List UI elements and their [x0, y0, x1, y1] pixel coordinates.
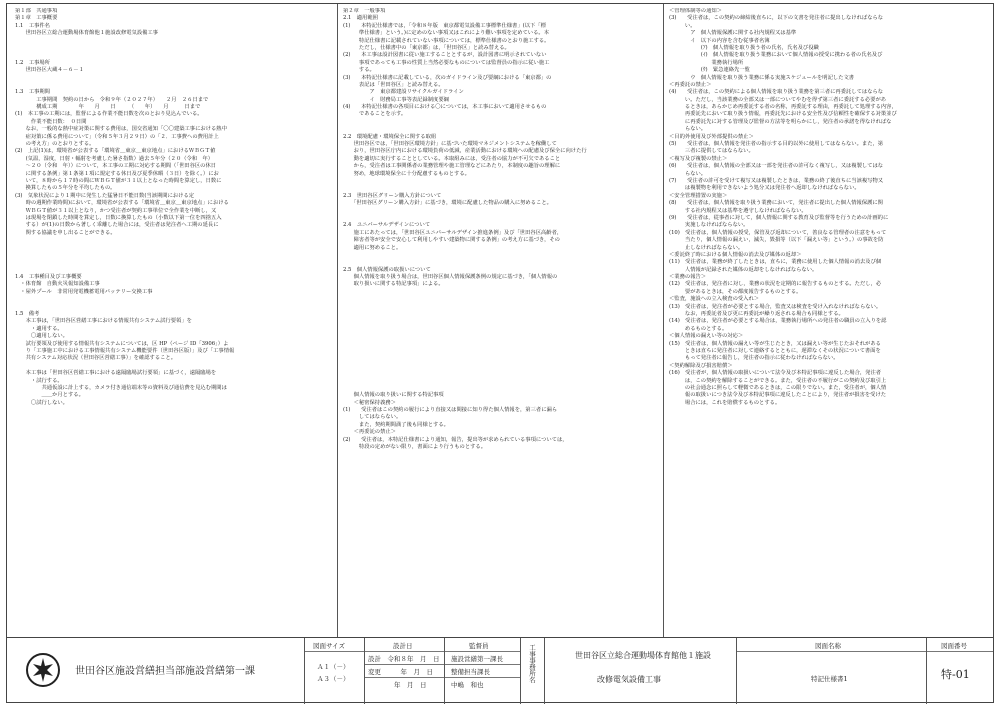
spec-column-1	[15, 8, 333, 634]
spec-line: 2.5 個人情報保護の取扱いについて	[343, 266, 431, 273]
spec-line: は複製物を利用できないよう処分又は発注者へ返却しなければならない。	[669, 185, 860, 192]
spec-line: (2) 受注者は，本特記仕様書により通知，報告，提出等が求められている事項については，	[343, 436, 568, 443]
spec-line: 換算したもの５年分を平均したもの。	[15, 185, 116, 192]
spec-line: であることを示す。	[343, 111, 407, 118]
spec-line: してはならない。	[343, 414, 402, 421]
spec-line: ＜再委託の禁止＞	[343, 429, 396, 436]
spec-line: (ｲ) 個人情報を取り扱う業務において個人情報の授受に携わる者の氏名及び	[669, 52, 883, 59]
spec-line: ウ 個人情報を取り扱う業務に係る実施スケジュールを明記した文書	[669, 74, 855, 81]
spec-line: 作業不能日数： ０日間	[15, 118, 87, 125]
spec-line: 世田谷区立総合運動場体育館他１施設改修電気設備工事	[15, 30, 159, 37]
spec-line: ＜複写及び複製の禁止＞	[669, 155, 728, 162]
spec-line: する。	[343, 67, 375, 74]
spec-line: イ 財務局工事等表記録制度要綱	[343, 96, 449, 103]
spec-line: ＜管理体制等の通知＞	[669, 8, 722, 14]
spec-line: 努め，地球環境保全に十分配慮するものとする。	[343, 170, 470, 177]
spec-line	[343, 348, 659, 355]
spec-line	[15, 267, 333, 274]
firm-label: 工事事務所名	[528, 644, 536, 683]
spec-line: 三者に提供してはならない。	[669, 148, 754, 155]
spec-line: (7) 受注者の許可を受けて複写又は複製したときは，業務の終了後直ちに当該複写物又	[669, 177, 884, 184]
spec-line: 症対策に係る費用について」（令和５年３月２９日）の「２．工事費への費用計上	[15, 133, 219, 140]
spec-line: (3) 受注者は，この契約の締結後直ちに，以下の文書を発注者に提出しなければならな	[669, 15, 884, 22]
spec-line: また，契約期間満了後も同様とする。	[343, 421, 449, 428]
spec-line: 特記仕様書に記載されていない事項については，標準仕様書のとおり施工する。	[343, 37, 550, 44]
spec-line: (15) 受注者は，個人情報の漏えい等が生じたとき，又は漏えい等が生じたおそれがある	[669, 340, 881, 347]
spec-line	[343, 126, 659, 133]
spec-line: ときは直ちに発注者に対して連絡するとともに，遅滞なくその状況について書面を	[669, 347, 881, 354]
spec-line: 構成工期 年 月 日 （ 年） 月 日まで	[15, 104, 201, 111]
spec-line: 再委託先において取り扱う情報，再委託先における安全性及び信頼性を確保する対策並び	[669, 111, 897, 118]
spec-line: 事項であっても工事の性質上当然必要なものについては監督員の指示に従い施工	[343, 59, 550, 66]
spec-line	[343, 185, 659, 192]
spec-line: イ 以下の内容を含む従事者名簿	[669, 37, 770, 44]
spec-line: (1) 本特記仕様書では，「令和８年版 東京都電気設備工事標準仕様書」(以下「標	[343, 22, 546, 29]
spec-line: ・適用する。	[15, 325, 63, 332]
spec-line: おり，世田谷区庁内における環境負荷の低減，産業活動における環境への配慮及び保全に向けた行	[343, 148, 587, 155]
spec-line: 2.1 適用範囲	[343, 15, 378, 22]
drawing-name-cell	[737, 638, 927, 704]
size-header: 図面サイズ	[313, 642, 345, 650]
spec-line: 業務執行場所	[669, 59, 744, 66]
spec-line: ＿＿か月とする。	[15, 392, 84, 399]
spec-line: 要があるときは，その都度報告するものとする。	[669, 288, 802, 295]
spec-line	[343, 341, 659, 348]
spec-line: 準仕様書」という。)に定めのない事項又はこれにより難い事項を定めている。本	[343, 30, 549, 37]
drawing-number-cell	[927, 638, 993, 704]
spec-line: 工事期間 契約の日から 令和９年（２０２７年） ２月 ２６日まで	[15, 96, 209, 103]
spec-line: なお，一般的な熱中症対策に関する費用は，国交省通知「〇〇建築工事における熱中	[15, 126, 227, 133]
spec-line: 報の取扱いにつき法令及び本特記事項に違反したことにより，発注者が損害を受けた	[669, 392, 887, 399]
spec-line: 1.1 工事件名	[15, 22, 50, 29]
supervisor-cell	[445, 638, 521, 704]
drawing-name-header: 図面名称	[815, 642, 841, 650]
spec-line: 場合には，これを賠償するものとする。	[669, 399, 781, 406]
spec-line: 試行要領及び使用する情報共有システムについては，区 HP（ページ ID「3906」）よ	[15, 340, 229, 347]
spec-line: の考え方」のとおりとする。	[15, 141, 95, 148]
spec-line: らない。	[669, 170, 707, 177]
spec-line: (5) 受注者は，個人情報を発注者の指示する目的以外に使用してはならない。また，第	[669, 141, 884, 148]
spec-line: 本工事は，「世田谷区営繕工事における情報共有システム試行要領」を	[15, 318, 192, 325]
spec-line	[15, 252, 333, 259]
spec-line: 施工にあたっては，「世田谷区ユニバーサルデザイン推進条例」及び「世田谷区高齢者，	[343, 229, 563, 236]
spec-line: ア 東京都建設リサイクルガイドライン	[343, 89, 464, 96]
spec-line	[343, 378, 659, 385]
supervise-header: 監督員	[469, 642, 489, 650]
spec-line: ～２０（令和 年））について，本工事の工期に対応する期間（「世田谷区の休日	[15, 163, 217, 170]
spec-line: (2) 本工事は設計図書に従い施工することとするが，設計図書に明示されていない	[343, 52, 547, 59]
project-name: 世田谷区立総合運動場体育館他１施設	[575, 651, 711, 660]
spec-line	[15, 245, 333, 252]
supervisor-row-3: 中嶋 和也	[451, 681, 484, 689]
spec-line	[15, 82, 333, 89]
spec-line: 個人情報の取り扱いに関する特記事項	[343, 392, 444, 399]
spec-line	[15, 304, 333, 311]
spec-line: 〇試行しない。	[15, 399, 68, 406]
spec-line	[343, 119, 659, 126]
column-divider	[337, 4, 338, 637]
supervisor-row-1: 施設営繕第一課長	[451, 655, 503, 663]
spec-line	[343, 289, 659, 296]
spec-line: (3) 気象状況により１期中に発生した猛暑日不能日数(当該期間における定	[15, 192, 195, 199]
spec-line: 個人情報を取り扱う場合は，世田谷区個人情報保護条例の規定に基づき，「個人情報の	[343, 274, 558, 281]
spec-line: する社内規程又は基準を遵守しなければならない。	[669, 207, 807, 214]
spec-line: 時の週期作業時間)において，環境省が公表する「環境省＿東京＿東京地点」における	[15, 200, 229, 207]
project-cell	[545, 638, 737, 704]
spec-line: 表記は「世田谷区」と読み替える。	[343, 81, 444, 88]
spec-line: (3) 本特記仕様書に記載している，次のガイドライン及び要綱における「東京都」の	[343, 74, 552, 81]
drawing-number: 特-01	[941, 668, 970, 681]
spec-line	[15, 237, 333, 244]
spec-line: ＜安全管理措置の実施＞	[669, 192, 728, 199]
spec-line: ＜委託終了時における個人情報の消去及び媒体の返却＞	[669, 251, 802, 258]
city-emblem-icon	[25, 652, 61, 688]
spec-line: に再委託先に対する管理及び監督の方法等を明らかにし，発注者の承諾を得なければな	[669, 118, 892, 125]
spec-line: ＜目的外使用及び外部提供の禁止＞	[669, 133, 754, 140]
spec-line: (11) 受注者は，業務が終了したときは，直ちに，業務に使用した個人情報の消去及び個	[669, 259, 882, 266]
spec-line: (9) 受注者は，従事者に対して，個人情報に関する教育及び監督等を行うための計画的に	[669, 214, 889, 221]
spec-line: (6) 受注者は，個人情報の全部又は一部を発注者の許可なく複写し，又は複製してはな	[669, 163, 884, 170]
spec-line: 第１章 工事概要	[15, 15, 58, 22]
spec-line	[343, 318, 659, 325]
spec-line: の社会通念に照らして軽微であるときは，この限りでない。また，受注者が，個人情	[669, 384, 887, 391]
size-a3: Ａ３（－）	[317, 675, 350, 683]
spec-line: 当たり，個人情報の漏えい，滅失，毀損等（以下「漏えい等」という。）の事故を防	[669, 237, 884, 244]
spec-line: 止しなければならない。	[669, 244, 744, 251]
spec-line: (2) 上記(1)は，環境省が公表する「環境省＿東京＿東京地点」におけるＷＢＧＴ値	[15, 148, 216, 155]
spec-line: い。ただし，当該業務の全部又は一部についてやむを得ず第三者に委託する必要があ	[669, 96, 887, 103]
spec-line: (12) 受注者は，発注者に対し，業務の状況を定期的に報告するものとする。ただし，必	[669, 281, 882, 288]
spec-line: 実施しなければならない。	[669, 222, 749, 229]
spec-line: 「世田谷区グリーン購入方針」に基づき，環境に配慮した物品の購入に努めること。	[343, 200, 552, 207]
spec-line	[15, 38, 333, 45]
drawing-name: 特記仕様書1	[811, 675, 848, 683]
column-divider	[663, 4, 664, 637]
spec-line: り「工事施工中における工事情報共有システム機能要件（世田谷区版）」及び「工事情報	[15, 347, 235, 354]
spec-line	[343, 363, 659, 370]
spec-line: (1) 受注者はこの契約の履行により直接又は間接に知り得た個人情報を，第三者に漏ら	[343, 407, 558, 414]
spec-line: るときは，あらかじめ再委託する者の名称，再委託する理由，再委託して処理する内容，	[669, 104, 897, 111]
spec-line: ・屋外プール 非常用発電機蓄電用バッテリー交換工事	[15, 288, 153, 295]
spec-line: 2.4 ユニバーサルデザインについて	[343, 222, 431, 229]
spec-line	[15, 296, 333, 303]
supervisor-row-2: 整備担当課長	[451, 668, 490, 676]
spec-line: (14) 受注者は，発注者が必要とする場合は，業務執行場所への発注者の職員の立入りを認	[669, 318, 887, 325]
spec-line: 共通仮設に計上する，カメラ付き通信端末等の資料及び通信費を見込む期間は	[15, 384, 227, 391]
change-row: 変更 年 月 日	[368, 668, 433, 676]
spec-line: 2.2 環境配慮・環境保全に関する取組	[343, 133, 437, 140]
spec-line: ＜監査，施設への立入検査の受入れ＞	[669, 296, 760, 303]
spec-line: ＜秘密保持義務＞	[343, 399, 396, 406]
spec-line: に関する条例」第１条第１項に規定する休日及び夏季休暇（３日）を除く。）にお	[15, 170, 219, 177]
spec-line: 取り扱いに関する特記事項」による。	[343, 281, 444, 288]
spec-line: (1) 本工事の工期には，監督による作業不能日数を次のとおり見込んでいる。	[15, 111, 203, 118]
spec-column-3	[669, 8, 989, 634]
spec-line: 1.5 備考	[15, 311, 40, 318]
spec-line: ア 個人情報保護に関する社内規程又は基準	[669, 30, 797, 37]
spec-line	[343, 333, 659, 340]
design-row: 設計 令和８年 月 日	[368, 655, 440, 663]
spec-line: (4) 受注者は，この契約による個人情報を取り扱う業務を第三者に再委託してはならな	[669, 89, 884, 96]
spec-line: (8) 受注者は，個人情報を取り扱う業務において，発注者に提出した個人情報保護に関	[669, 200, 883, 207]
spec-line	[15, 259, 333, 266]
spec-line	[343, 311, 659, 318]
spec-line	[15, 75, 333, 82]
design-header: 設計日	[393, 642, 413, 650]
size-a1: Ａ１（－）	[317, 663, 350, 671]
spec-line: ・体育館 自動火災報知設備工事	[15, 281, 100, 288]
spec-line: 特段の定めがない限り，書面により行うものとする。	[343, 444, 487, 451]
spec-line: 2.3 世田谷区グリーン購入方針について	[343, 192, 442, 199]
spec-line: なお，再委託者及び更に再委託が繰り返される場合も同様とする。	[669, 311, 844, 318]
spec-line: もって発注者に報告し，発注者の指示に従わなければならない。	[669, 355, 839, 362]
spec-line: (10) 受注者は，個人情報の授受，保管及び返却について，善良なる管理者の注意をもって	[669, 229, 887, 236]
firm-cell	[521, 638, 545, 704]
spec-line: ＜個人情報の漏えい等の対応＞	[669, 333, 744, 340]
spec-line: 世田谷区では，「世田谷区環境方針」に基づいた環境マネジメントシステムを稼働して	[343, 141, 557, 148]
spec-line: (13) 受注者は，発注者が必要とする場合，監査又は検査を受け入れなければならない。	[669, 303, 882, 310]
office-cell	[7, 638, 305, 704]
blank-row: 年 月 日	[368, 681, 427, 689]
spec-line: ＜契約解除及び損害賠償＞	[669, 362, 733, 369]
spec-line: (気温，湿度，日射・輻射を考慮した暑さ指数）過去５年分（２０（令和 年）	[15, 155, 214, 162]
spec-line: 第２章 一般事項	[343, 8, 386, 14]
spec-line: 1.3 工事期間	[15, 89, 50, 96]
size-cell	[305, 638, 365, 704]
spec-line: ＜業務の報告＞	[669, 274, 707, 281]
spec-line	[343, 296, 659, 303]
spec-line: する）が(1)の日数から著しく乖離した場合には，受注者は発注者へ工期の延長に	[15, 222, 219, 229]
spec-line: (4) 本特記仕様書の各項目における〇については，本工事において適用させるもの	[343, 104, 547, 111]
spec-line: は現場を閉鎖した時間を算定し，日数に換算したもの（小数以下第一位を四捨五入	[15, 214, 222, 221]
spec-line	[343, 304, 659, 311]
spec-line: 世田谷区大蔵４－６－１	[15, 67, 84, 74]
spec-line: 人情報が記録された媒体の返却をしなければならない。	[669, 266, 818, 273]
spec-line: 1.4 工事種目及び工事概要	[15, 274, 82, 281]
spec-line: 本工事は「世田谷区営繕工事における遠隔臨場試行要領」に基づく，遠隔臨場を	[15, 370, 217, 377]
spec-column-2	[343, 8, 659, 634]
spec-line	[343, 208, 659, 215]
spec-line: は，この契約を解除することができる。また，受注者の不履行がこの契約及び取引上	[669, 377, 887, 384]
office-name: 世田谷区施設営繕担当部施設営繕第一課	[75, 666, 255, 677]
spec-line: ＷＢＧＴ値が３１以上となり，かつ受注者が契約工事単位で全作業を中断し，又	[15, 207, 217, 214]
spec-line: 第１部 共通事項	[15, 8, 58, 14]
spec-line: 動を適切に実行することとしている。本取組みには，受注者の協力が不可欠であること	[343, 155, 561, 162]
work-name: 改修電気設備工事	[597, 675, 661, 684]
spec-line: 適用に努めること。	[343, 244, 402, 251]
spec-line: ＜再委託の禁止＞	[669, 81, 712, 88]
spec-line: い。	[669, 22, 696, 29]
spec-line: ただし，仕様書中の「東京都」は，「世田谷区」と読み替える。	[343, 44, 510, 51]
spec-line	[343, 355, 659, 362]
spec-line	[15, 45, 333, 52]
spec-line	[343, 252, 659, 259]
spec-line: (16) 受注者が，個人情報の取扱いについて法令及び本特記事項に違反した場合，発注者	[669, 370, 882, 377]
spec-line: いて，８時から１７時の間にＷＢＧＴ値が３１以上となった時間を算定し，日数に	[15, 177, 222, 184]
spec-line: から，受注者は工事関係者の業務管理や施工管理などにあたり，本制度の趣旨の理解に	[343, 163, 561, 170]
design-date-cell	[365, 638, 445, 704]
spec-line: めるものとする。	[669, 325, 728, 332]
drawing-number-header: 図面番号	[941, 642, 967, 650]
drawing-sheet	[6, 3, 994, 703]
spec-line: (ｳ) 緊急連絡先一覧	[669, 67, 750, 74]
spec-line: 1.2 工事場所	[15, 59, 50, 66]
spec-line	[343, 259, 659, 266]
spec-line	[343, 370, 659, 377]
spec-line: 共有システム対応状況（世田谷区営繕工事）」を確認すること。	[15, 355, 177, 362]
spec-line	[343, 178, 659, 185]
spec-line: 関する協議を申し出ることができる。	[15, 229, 116, 236]
title-block	[7, 637, 993, 704]
spec-line: (ｱ) 個人情報を取り扱う者の氏名，氏名及び役職	[669, 44, 819, 51]
spec-line: らない。	[669, 126, 707, 133]
spec-line	[15, 52, 333, 59]
spec-line: 障害者等が安全で安心して利用しやすい建築物に関する条例」の考え方に基づき，その	[343, 237, 560, 244]
spec-line: 〇適用しない。	[15, 333, 68, 340]
spec-line: ・試行する。	[15, 377, 63, 384]
spec-line	[343, 326, 659, 333]
